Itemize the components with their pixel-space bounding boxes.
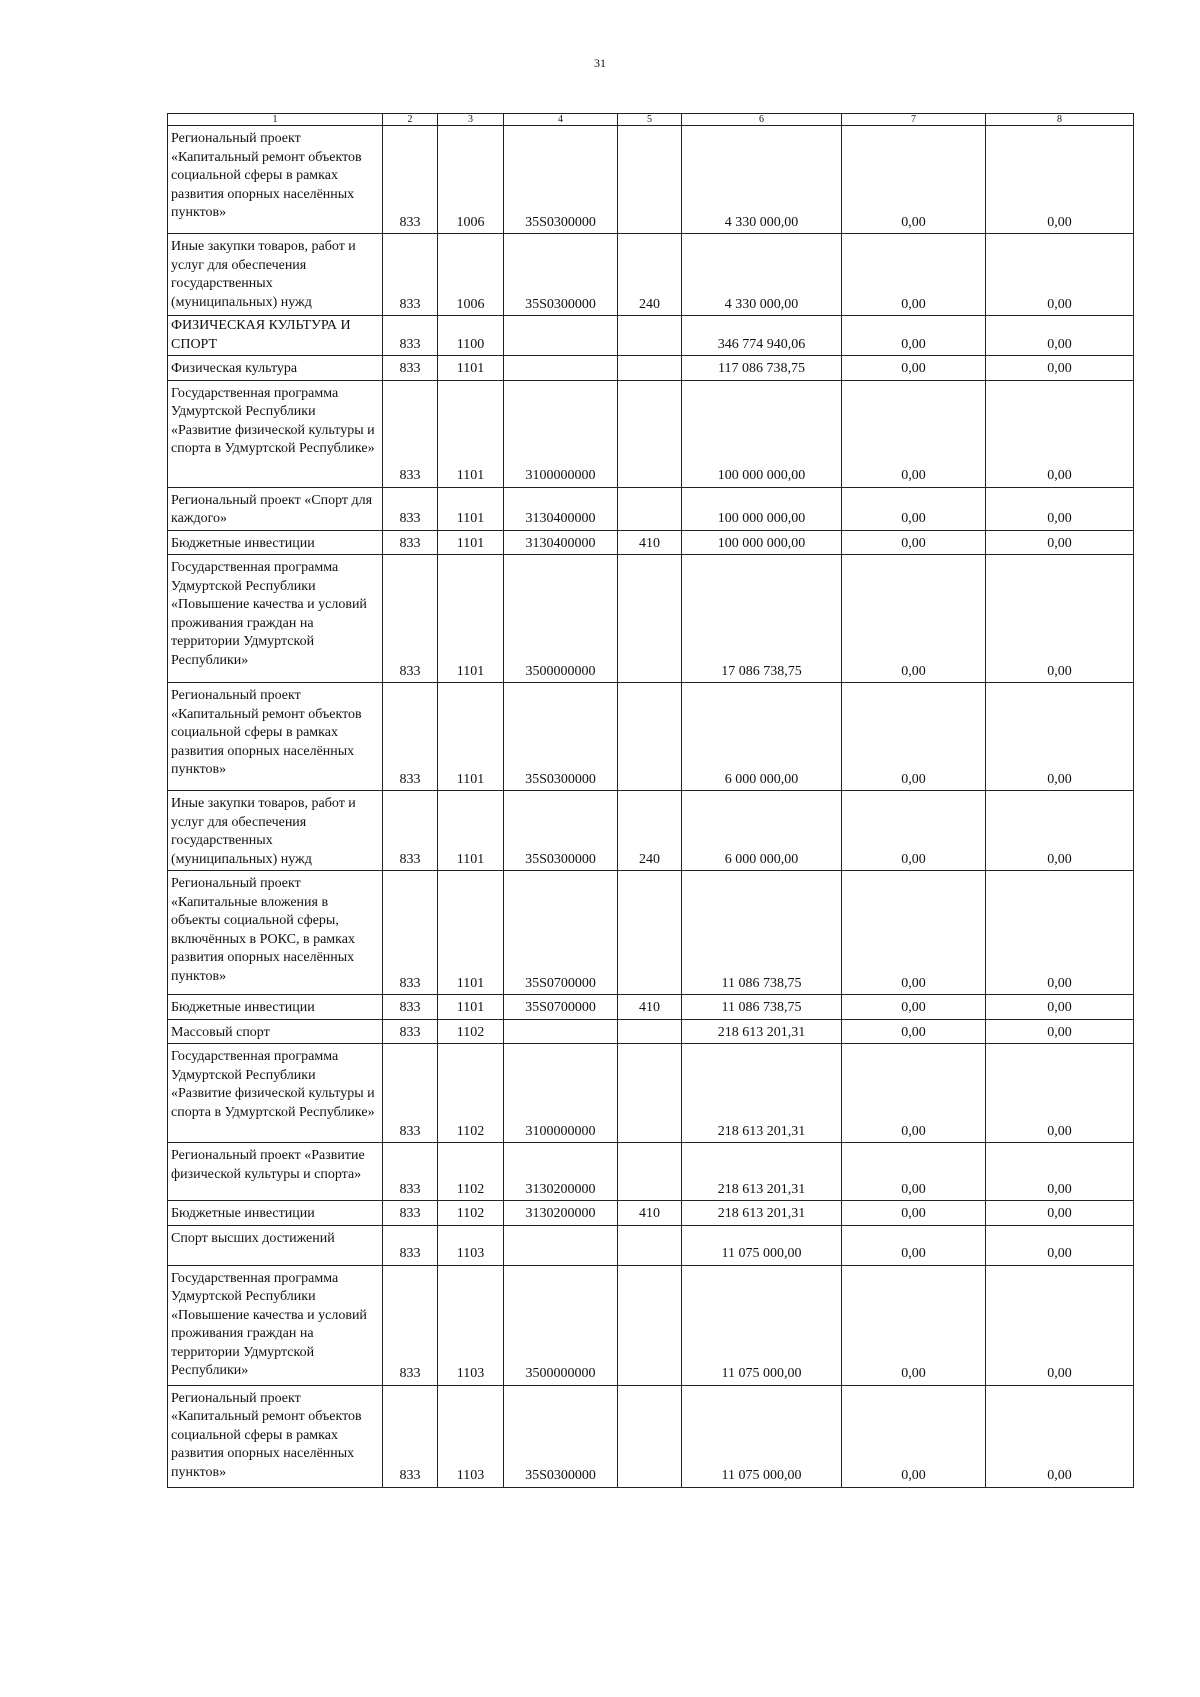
row-col-8: 0,00 (986, 555, 1134, 683)
row-col-7: 0,00 (842, 1225, 986, 1265)
row-col-8: 0,00 (986, 1265, 1134, 1385)
row-col-4: 35S0300000 (504, 234, 618, 316)
row-col-8: 0,00 (986, 1385, 1134, 1487)
row-col-2: 833 (383, 530, 438, 555)
row-col-2: 833 (383, 1265, 438, 1385)
table-row (168, 1225, 1134, 1265)
row-name: Региональный проект «Капитальный ремонт объектов социальной сферы в рамках развития опорных населённых пунктов» (168, 126, 383, 234)
row-col-5 (618, 1265, 682, 1385)
row-col-3: 1006 (438, 126, 504, 234)
row-col-2: 833 (383, 995, 438, 1020)
table-row (168, 530, 1134, 555)
row-col-2: 833 (383, 126, 438, 234)
row-name: Бюджетные инвестиции (168, 1201, 383, 1226)
row-col-8: 0,00 (986, 356, 1134, 381)
column-header: 7 (842, 114, 986, 126)
row-col-6: 100 000 000,00 (682, 530, 842, 555)
row-col-4: 3130400000 (504, 530, 618, 555)
row-col-6: 117 086 738,75 (682, 356, 842, 381)
row-name: Региональный проект «Капитальный ремонт объектов социальной сферы в рамках развития опорных населённых пунктов» (168, 683, 383, 791)
column-header: 8 (986, 114, 1134, 126)
page-number: 31 (594, 56, 606, 70)
row-col-4: 35S0300000 (504, 683, 618, 791)
row-name: Государственная программа Удмуртской Республики «Повышение качества и условий проживания граждан на территории Удмуртской Республики» (168, 1265, 383, 1385)
row-col-8: 0,00 (986, 1044, 1134, 1143)
row-col-7: 0,00 (842, 1201, 986, 1226)
table-row (168, 356, 1134, 381)
table-row (168, 791, 1134, 871)
row-col-3: 1102 (438, 1044, 504, 1143)
row-col-6: 6 000 000,00 (682, 683, 842, 791)
table-row (168, 995, 1134, 1020)
row-col-7: 0,00 (842, 683, 986, 791)
row-col-4: 3500000000 (504, 1265, 618, 1385)
row-col-8: 0,00 (986, 1143, 1134, 1201)
row-col-6: 100 000 000,00 (682, 487, 842, 530)
row-col-6: 6 000 000,00 (682, 791, 842, 871)
row-col-5 (618, 380, 682, 487)
row-name: Иные закупки товаров, работ и услуг для обеспечения государственных (муниципальных) нужд (168, 234, 383, 316)
row-name: Физическая культура (168, 356, 383, 381)
row-name: Региональный проект «Капитальный ремонт объектов социальной сферы в рамках развития опорных населённых пунктов» (168, 1385, 383, 1487)
row-name: Бюджетные инвестиции (168, 995, 383, 1020)
row-name: Массовый спорт (168, 1019, 383, 1044)
row-col-2: 833 (383, 1385, 438, 1487)
row-col-6: 100 000 000,00 (682, 380, 842, 487)
row-col-3: 1101 (438, 791, 504, 871)
row-col-3: 1103 (438, 1265, 504, 1385)
row-col-8: 0,00 (986, 1201, 1134, 1226)
row-name: Региональный проект «Развитие физической культуры и спорта» (168, 1143, 383, 1201)
row-col-7: 0,00 (842, 555, 986, 683)
row-col-3: 1103 (438, 1385, 504, 1487)
table-row (168, 380, 1134, 487)
row-col-3: 1101 (438, 995, 504, 1020)
row-col-5 (618, 555, 682, 683)
row-col-6: 218 613 201,31 (682, 1143, 842, 1201)
table-row (168, 126, 1134, 234)
column-header: 3 (438, 114, 504, 126)
row-col-6: 4 330 000,00 (682, 234, 842, 316)
row-name: Региональный проект «Капитальные вложения в объекты социальной сферы, включённых в РОКС, в рамках развития опорных населённых пунктов» (168, 871, 383, 995)
column-header: 1 (168, 114, 383, 126)
row-col-8: 0,00 (986, 1225, 1134, 1265)
table-row (168, 1265, 1134, 1385)
row-col-5 (618, 126, 682, 234)
row-col-4: 3130200000 (504, 1201, 618, 1226)
table-row (168, 1143, 1134, 1201)
row-col-3: 1101 (438, 871, 504, 995)
row-col-6: 17 086 738,75 (682, 555, 842, 683)
row-col-3: 1100 (438, 316, 504, 356)
row-col-4 (504, 356, 618, 381)
column-header: 2 (383, 114, 438, 126)
row-col-3: 1006 (438, 234, 504, 316)
row-col-2: 833 (383, 234, 438, 316)
row-col-4: 35S0700000 (504, 995, 618, 1020)
row-col-8: 0,00 (986, 871, 1134, 995)
table-row (168, 1019, 1134, 1044)
row-col-5 (618, 683, 682, 791)
row-col-3: 1101 (438, 356, 504, 381)
row-col-5 (618, 316, 682, 356)
row-col-7: 0,00 (842, 530, 986, 555)
row-col-8: 0,00 (986, 995, 1134, 1020)
row-col-8: 0,00 (986, 316, 1134, 356)
row-col-8: 0,00 (986, 530, 1134, 555)
row-col-7: 0,00 (842, 1265, 986, 1385)
row-col-6: 346 774 940,06 (682, 316, 842, 356)
row-col-7: 0,00 (842, 995, 986, 1020)
row-col-3: 1101 (438, 683, 504, 791)
row-col-3: 1102 (438, 1143, 504, 1201)
table-body (168, 114, 1134, 1488)
row-col-3: 1103 (438, 1225, 504, 1265)
row-col-7: 0,00 (842, 380, 986, 487)
row-col-7: 0,00 (842, 791, 986, 871)
column-header-row (168, 114, 1134, 126)
row-col-2: 833 (383, 791, 438, 871)
row-col-4: 3130200000 (504, 1143, 618, 1201)
row-col-7: 0,00 (842, 871, 986, 995)
row-col-8: 0,00 (986, 1019, 1134, 1044)
row-col-5 (618, 356, 682, 381)
row-col-4: 3100000000 (504, 380, 618, 487)
row-col-5 (618, 1143, 682, 1201)
row-col-2: 833 (383, 1201, 438, 1226)
row-col-5 (618, 1044, 682, 1143)
row-col-3: 1101 (438, 487, 504, 530)
row-name: Государственная программа Удмуртской Республики «Развитие физической культуры и спорта в Удмуртской Республике» (168, 380, 383, 487)
table-row (168, 1201, 1134, 1226)
row-col-4 (504, 316, 618, 356)
table-row (168, 871, 1134, 995)
row-name: ФИЗИЧЕСКАЯ КУЛЬТУРА И СПОРТ (168, 316, 383, 356)
row-col-7: 0,00 (842, 487, 986, 530)
row-col-8: 0,00 (986, 683, 1134, 791)
row-col-3: 1101 (438, 380, 504, 487)
column-header: 4 (504, 114, 618, 126)
row-col-2: 833 (383, 316, 438, 356)
row-col-7: 0,00 (842, 234, 986, 316)
table-row (168, 316, 1134, 356)
row-col-5: 240 (618, 791, 682, 871)
row-col-5: 410 (618, 995, 682, 1020)
row-col-2: 833 (383, 683, 438, 791)
row-col-7: 0,00 (842, 1019, 986, 1044)
table-row (168, 683, 1134, 791)
row-col-2: 833 (383, 1143, 438, 1201)
row-col-2: 833 (383, 356, 438, 381)
row-col-6: 11 086 738,75 (682, 995, 842, 1020)
row-col-5 (618, 1385, 682, 1487)
row-col-7: 0,00 (842, 126, 986, 234)
row-name: Государственная программа Удмуртской Республики «Развитие физической культуры и спорта в Удмуртской Республике» (168, 1044, 383, 1143)
row-col-5 (618, 1019, 682, 1044)
row-col-7: 0,00 (842, 356, 986, 381)
row-col-4: 3100000000 (504, 1044, 618, 1143)
row-col-7: 0,00 (842, 1385, 986, 1487)
table-row (168, 555, 1134, 683)
row-col-8: 0,00 (986, 380, 1134, 487)
row-col-4: 3500000000 (504, 555, 618, 683)
budget-table (167, 113, 1134, 1488)
row-col-8: 0,00 (986, 234, 1134, 316)
row-col-8: 0,00 (986, 126, 1134, 234)
row-col-6: 11 086 738,75 (682, 871, 842, 995)
row-col-4: 3130400000 (504, 487, 618, 530)
row-col-4 (504, 1225, 618, 1265)
column-header: 6 (682, 114, 842, 126)
row-col-3: 1102 (438, 1019, 504, 1044)
row-col-2: 833 (383, 1225, 438, 1265)
row-col-2: 833 (383, 871, 438, 995)
table-row (168, 1044, 1134, 1143)
row-col-6: 218 613 201,31 (682, 1201, 842, 1226)
row-name: Региональный проект «Спорт для каждого» (168, 487, 383, 530)
row-name: Бюджетные инвестиции (168, 530, 383, 555)
row-col-6: 218 613 201,31 (682, 1019, 842, 1044)
row-col-8: 0,00 (986, 487, 1134, 530)
row-col-2: 833 (383, 380, 438, 487)
row-name: Государственная программа Удмуртской Республики «Повышение качества и условий проживания граждан на территории Удмуртской Республики» (168, 555, 383, 683)
row-col-3: 1101 (438, 530, 504, 555)
row-col-2: 833 (383, 1019, 438, 1044)
row-col-6: 11 075 000,00 (682, 1225, 842, 1265)
column-header: 5 (618, 114, 682, 126)
row-col-4: 35S0300000 (504, 1385, 618, 1487)
row-col-8: 0,00 (986, 791, 1134, 871)
table-row (168, 1385, 1134, 1487)
row-col-2: 833 (383, 1044, 438, 1143)
row-col-6: 218 613 201,31 (682, 1044, 842, 1143)
row-col-2: 833 (383, 487, 438, 530)
row-col-3: 1101 (438, 555, 504, 683)
row-name: Спорт высших достижений (168, 1225, 383, 1265)
row-col-5: 240 (618, 234, 682, 316)
row-col-4: 35S0300000 (504, 126, 618, 234)
row-col-7: 0,00 (842, 1143, 986, 1201)
row-col-5: 410 (618, 1201, 682, 1226)
row-col-5: 410 (618, 530, 682, 555)
row-col-4: 35S0300000 (504, 791, 618, 871)
row-name: Иные закупки товаров, работ и услуг для обеспечения государственных (муниципальных) нужд (168, 791, 383, 871)
row-col-4: 35S0700000 (504, 871, 618, 995)
row-col-7: 0,00 (842, 1044, 986, 1143)
table-row (168, 234, 1134, 316)
row-col-7: 0,00 (842, 316, 986, 356)
row-col-6: 11 075 000,00 (682, 1265, 842, 1385)
row-col-6: 4 330 000,00 (682, 126, 842, 234)
row-col-5 (618, 871, 682, 995)
table-row (168, 487, 1134, 530)
row-col-2: 833 (383, 555, 438, 683)
row-col-5 (618, 1225, 682, 1265)
row-col-4 (504, 1019, 618, 1044)
row-col-3: 1102 (438, 1201, 504, 1226)
row-col-5 (618, 487, 682, 530)
row-col-6: 11 075 000,00 (682, 1385, 842, 1487)
